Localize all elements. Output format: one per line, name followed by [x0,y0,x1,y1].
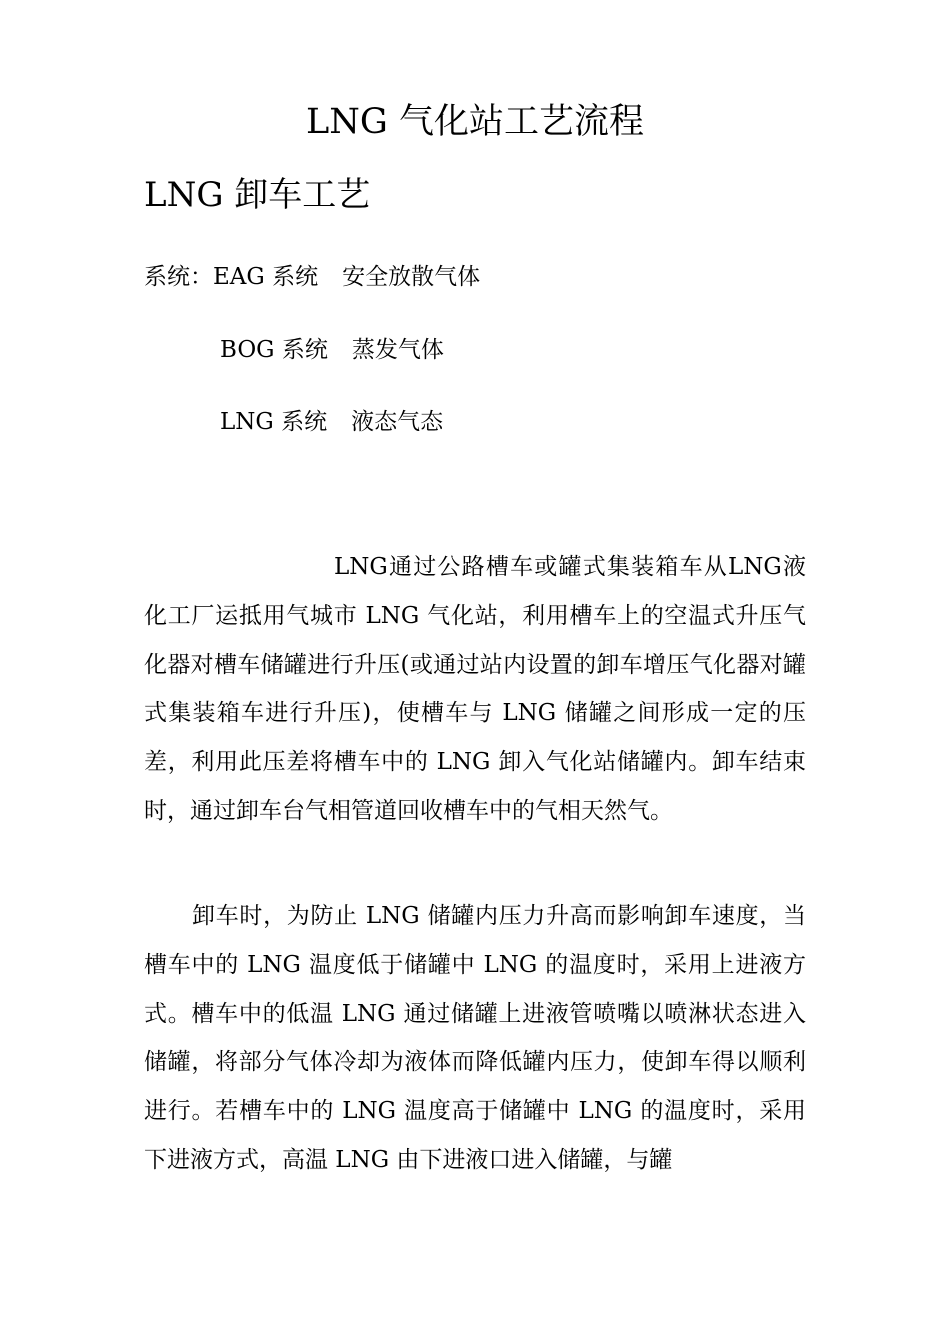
body-paragraph-1: LNG通过公路槽车或罐式集装箱车从LNG液化工厂运抵用气城市 LNG 气化站，利用槽车上的空温式升压气化器对槽车储罐进行升压(或通过站内设置的卸车增压气化器对罐式集装箱车进行升压)，使槽车与 LNG 储罐之间形成一定的压差，利用此压差将槽车中的 LNG 卸入气化站储罐内。卸车结束时，通过卸车台气相管道回收槽车中的气相天然气。 [144,554,806,824]
system-description: 安全放散气体 [342,264,481,290]
body-paragraph-2: 卸车时，为防止 LNG 储罐内压力升高而影响卸车速度，当槽车中的 LNG 温度低于储罐中 LNG 的温度时，采用上进液方式。槽车中的低温 LNG 通过储罐上进液管喷嘴以喷淋状态进入储罐，将部分气体冷却为液体而降低罐内压力，使卸车得以顺利进行。若槽车中的 LNG 温度高于储罐中 LNG 的温度时，采用下进液方式，高温 LNG 由下进液口进入储罐，与罐 [144,903,806,1173]
system-row-eag [144,260,480,294]
document-title: LNG 气化站工艺流程 [306,102,644,142]
system-description: 液态气态 [351,409,444,435]
systems-label: 系统： [144,264,213,290]
system-row-lng [220,405,443,439]
system-description: 蒸发气体 [351,337,444,363]
system-name: EAG 系统 [213,264,319,290]
system-name: BOG 系统 [220,337,328,363]
system-row-bog [220,333,444,367]
section-heading: LNG 卸车工艺 [144,175,371,215]
system-name: LNG 系统 [220,409,328,435]
